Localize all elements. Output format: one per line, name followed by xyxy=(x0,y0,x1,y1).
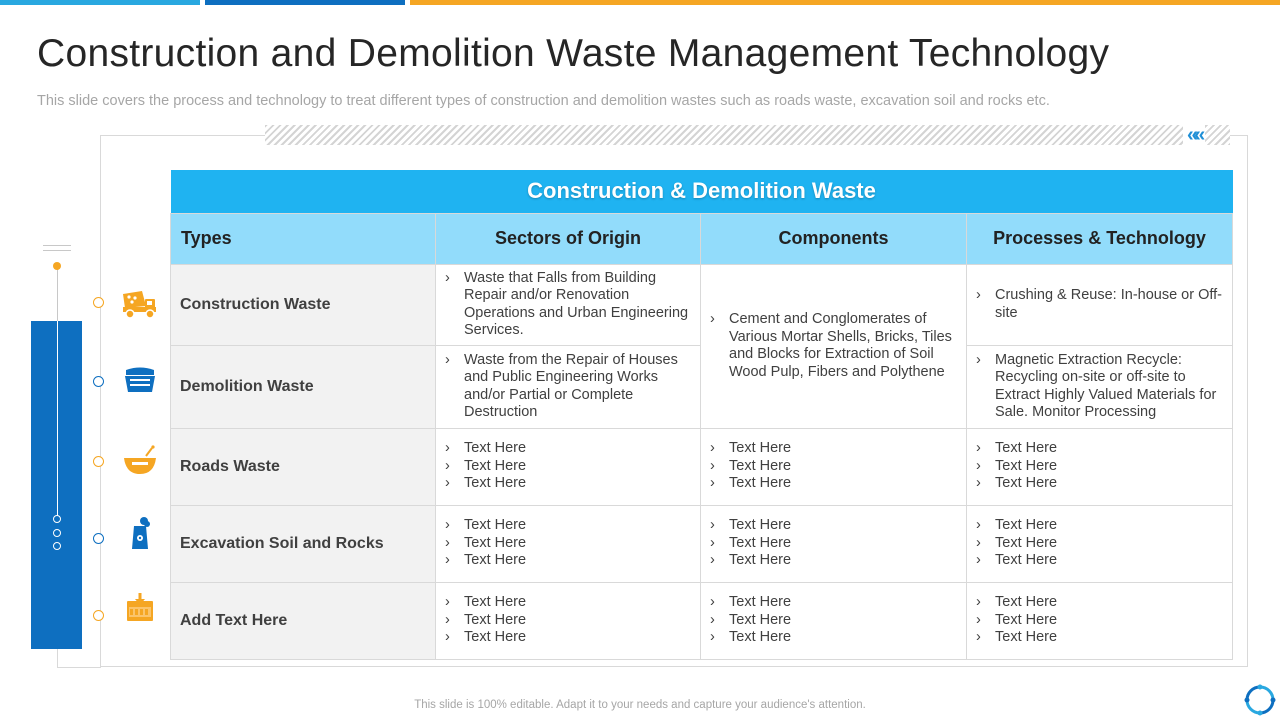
list-item: › Text Here xyxy=(710,535,957,553)
row-type-label: Add Text Here xyxy=(171,582,436,659)
list-item: › Text Here xyxy=(710,594,957,612)
timeline-dot xyxy=(53,542,61,550)
processes-cell xyxy=(967,582,1233,659)
nuclear-plant-icon xyxy=(120,516,160,552)
list-item: › Waste that Falls from Building Repair and/or Renovation Operations and Urban Engineering Services. xyxy=(445,270,691,340)
decor-line xyxy=(43,245,71,246)
table-row xyxy=(171,582,1233,659)
timeline-line xyxy=(57,321,58,517)
sectors-cell xyxy=(436,505,701,582)
list-item: › Cement and Conglomerates of Various Mortar Shells, Bricks, Tiles and Blocks for Extraction of Soil Wood Pulp, Fibers and Polythene xyxy=(710,311,957,381)
list-item: › Text Here xyxy=(445,475,691,493)
processes-cell xyxy=(967,264,1233,345)
column-header-components: Components xyxy=(701,213,967,264)
table-title: Construction & Demolition Waste xyxy=(171,170,1233,213)
timeline-line xyxy=(57,266,58,322)
list-item: › Text Here xyxy=(710,475,957,493)
table-row xyxy=(171,264,1233,345)
refresh-logo-icon xyxy=(1243,683,1277,717)
list-item: › Text Here xyxy=(710,517,957,535)
row-marker xyxy=(93,297,104,308)
components-cell-merged xyxy=(701,264,967,428)
table-row xyxy=(171,505,1233,582)
list-item: › Text Here xyxy=(710,440,957,458)
column-header-types: Types xyxy=(171,213,436,264)
page-title: Construction and Demolition Waste Management Technology xyxy=(37,32,1110,75)
list-item: › Crushing & Reuse: In-house or Off-site xyxy=(976,287,1223,322)
row-marker xyxy=(93,533,104,544)
timeline-dot xyxy=(53,515,61,523)
bowl-icon xyxy=(120,444,160,480)
list-item: › Magnetic Extraction Recycle: Recycling on-site or off-site to Extract Highly Valued Materials for Sale. Monitor Processing xyxy=(976,352,1223,422)
timeline-dot xyxy=(53,529,61,537)
components-cell xyxy=(701,582,967,659)
list-item: › Text Here xyxy=(445,594,691,612)
top-bar-dark-blue xyxy=(205,0,405,5)
list-item: › Text Here xyxy=(445,535,691,553)
list-item: › Text Here xyxy=(445,629,691,647)
list-item: › Text Here xyxy=(710,552,957,570)
list-item: › Text Here xyxy=(976,517,1223,535)
top-bar-light-blue xyxy=(0,0,200,5)
table-row xyxy=(171,428,1233,505)
chevrons-left-icon: «« xyxy=(1183,124,1205,146)
row-type-label: Demolition Waste xyxy=(171,345,436,428)
list-item: › Text Here xyxy=(976,535,1223,553)
row-type-label: Roads Waste xyxy=(171,428,436,505)
list-item: › Text Here xyxy=(710,612,957,630)
footer-note: This slide is 100% editable. Adapt it to your needs and capture your audience's attention. xyxy=(414,699,866,711)
sectors-cell xyxy=(436,264,701,345)
decor-line xyxy=(43,250,71,251)
page-subtitle: This slide covers the process and technology to treat different types of construction and demolition wastes such as roads waste, excavation soil and rocks etc. xyxy=(37,93,1050,109)
row-marker xyxy=(93,456,104,467)
components-cell xyxy=(701,505,967,582)
waste-table xyxy=(170,170,1233,660)
list-item: › Text Here xyxy=(445,458,691,476)
list-item: › Text Here xyxy=(445,552,691,570)
list-item: › Text Here xyxy=(976,612,1223,630)
list-item: › Text Here xyxy=(710,458,957,476)
processes-cell xyxy=(967,428,1233,505)
sectors-cell xyxy=(436,582,701,659)
dumpster-icon xyxy=(120,364,160,400)
processes-cell xyxy=(967,505,1233,582)
list-item: › Text Here xyxy=(976,458,1223,476)
row-marker xyxy=(93,610,104,621)
column-header-sectors: Sectors of Origin xyxy=(436,213,701,264)
row-type-label: Excavation Soil and Rocks xyxy=(171,505,436,582)
list-item: › Text Here xyxy=(445,440,691,458)
sectors-cell xyxy=(436,428,701,505)
timeline-dot xyxy=(53,262,61,270)
components-cell xyxy=(701,428,967,505)
bin-icon xyxy=(120,591,160,627)
row-marker xyxy=(93,376,104,387)
list-item: › Text Here xyxy=(445,517,691,535)
list-item: › Text Here xyxy=(710,629,957,647)
list-item: › Text Here xyxy=(976,440,1223,458)
processes-cell xyxy=(967,345,1233,428)
sectors-cell xyxy=(436,345,701,428)
list-item: › Text Here xyxy=(976,629,1223,647)
list-item: › Text Here xyxy=(976,594,1223,612)
row-type-label: Construction Waste xyxy=(171,264,436,345)
truck-icon xyxy=(120,286,160,322)
list-item: › Text Here xyxy=(976,552,1223,570)
list-item: › Waste from the Repair of Houses and Public Engineering Works and/or Partial or Complete Destruction xyxy=(445,352,691,422)
list-item: › Text Here xyxy=(976,475,1223,493)
column-header-processes: Processes & Technology xyxy=(967,213,1233,264)
hatch-decoration xyxy=(265,125,1230,145)
list-item: › Text Here xyxy=(445,612,691,630)
top-bar-orange xyxy=(410,0,1280,5)
